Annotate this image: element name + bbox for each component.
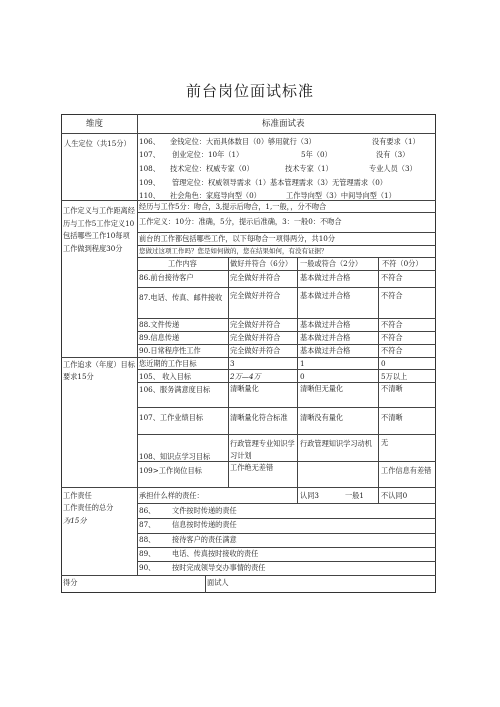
question-text: 社会角色：家庭导向型（0）: [170, 191, 261, 199]
option-mid: 技术专家（1）: [285, 164, 333, 173]
table-cell: 行政管理专业知识学习计划: [230, 439, 295, 460]
option-right: 没有要求（1）: [372, 137, 420, 146]
sec3-rule-4: [137, 434, 436, 435]
table-cell: 5万以上: [381, 372, 408, 381]
row-number: 108、: [139, 164, 160, 173]
column-header: 一般或符合（2分）: [300, 259, 363, 268]
column-header: 不符（0分）: [382, 259, 423, 268]
section4-rule: [61, 575, 436, 576]
table-cell: 基本做过并合格: [300, 320, 351, 329]
table-cell: 89.信息传递: [139, 333, 180, 342]
table-cell: 工作信息有差错: [381, 466, 432, 475]
table-cell: 107、工作业绩目标: [139, 413, 204, 422]
sec2-rule-9: [137, 344, 436, 345]
table-cell: 87.电话、传真、邮件接收: [139, 293, 223, 302]
table-cell: 清晰量化: [230, 384, 259, 393]
life-position-label: 人生定位（共15分）: [64, 139, 131, 148]
list-item: 按时完成领导交办事情的责任: [172, 563, 266, 572]
option-right: 专业人员（3）: [369, 164, 417, 173]
table-cell: 不清晰: [381, 384, 403, 393]
work-goals-label: 工作追求（年度）目标要求15分: [63, 360, 135, 381]
table-cell: 基本做过并合格: [300, 273, 351, 282]
work-definition-label: 工作定义与工作距离经历与工作5工作定义10包括哪些工作10每项工作做到程度30分: [63, 206, 135, 253]
header-rule: [61, 133, 436, 134]
sec2-rule-6: [137, 287, 436, 288]
option-label: 不认同0: [381, 491, 408, 500]
table-cell: 完全做好并符合: [230, 346, 281, 355]
footer-divider: [205, 575, 206, 593]
table-cell: 90.日常程序性工作: [139, 346, 201, 355]
sec2-rule-7: [137, 318, 436, 319]
question-text: 金钱定位：大而具体数目（0）够用就行（3）: [170, 137, 316, 146]
table-cell: 完全做好并符合: [230, 291, 281, 300]
table-cell: 清晰量化符合标准: [230, 413, 288, 422]
option-mid: 工作导向型（3）中间导向型（1）: [286, 191, 396, 199]
sec3-rule-2: [137, 382, 436, 383]
table-cell: 88.文件传递: [139, 320, 180, 329]
row-number: 110、: [139, 191, 160, 199]
standard-header: 标准面试表: [262, 119, 305, 129]
list-item: 文件按时传递的责任: [172, 506, 237, 515]
score-label: 得分: [63, 578, 78, 587]
question-text: 管理定位：权威领导需求（1）基本管理需求（3）无管理需求（0）: [172, 178, 387, 187]
table-cell: 86.前台接待客户: [139, 273, 194, 282]
dimension-header: 维度: [86, 119, 104, 129]
table-cell: 不符合: [381, 346, 403, 355]
row-number: 86、: [139, 506, 156, 515]
responsibility-question: 承担什么样的责任：: [139, 491, 204, 500]
table-cell: 清晰没有量化: [300, 413, 344, 422]
table-cell: 清晰但无量化: [300, 384, 344, 393]
row-number: 88、: [139, 535, 156, 544]
table-cell: 2万—4万: [230, 372, 261, 381]
row-number: 106、: [139, 137, 160, 146]
criteria-text: 您做过这项工作吗？您是如何做的，您在结果如何，有没有证据？: [139, 247, 328, 255]
dimension-divider: [137, 114, 138, 575]
sec2-rule-2: [137, 232, 436, 233]
col-divider-1: [228, 257, 229, 487]
col-divider-2: [297, 257, 298, 503]
table-cell: 行政管理知识学习动机: [300, 439, 372, 448]
criteria-text: 前台的工作都包括哪些工作，以下每吻合一项得两分，共10分: [139, 234, 336, 243]
section2-rule: [61, 357, 436, 358]
table-cell: 工作绝无差错: [230, 463, 274, 472]
row-number: 90、: [139, 563, 156, 572]
table-cell: 109>工作岗位目标: [139, 466, 202, 475]
table-cell: 基本做过并合格: [300, 346, 351, 355]
list-item: 电话、传真按时接收的责任: [172, 549, 259, 558]
list-item: 接待客户的责任满意: [172, 535, 237, 544]
row-number: 107、: [139, 150, 160, 159]
sec4-rule-3: [137, 533, 436, 534]
section3-rule: [61, 487, 436, 488]
table-cell: 基本做过并合格: [300, 291, 351, 300]
responsibility-label: 为15分: [63, 516, 87, 525]
sec2-rule-4: [137, 257, 436, 258]
table-cell: 108、知识点学习目标: [139, 452, 211, 461]
row-number: 87、: [139, 520, 156, 529]
table-cell: 106、服务满意度目标: [139, 385, 211, 394]
responsibility-label: 工作责任: [63, 491, 92, 500]
column-header: 做好并符合（6分）: [230, 259, 293, 268]
table-cell: 无: [381, 438, 389, 447]
criteria-text: 经历与工作5分：吻合，3,提示后吻合，1,一般，，分不吻合: [139, 202, 327, 211]
table-cell: 3: [230, 359, 235, 368]
option-mid: 5年（0）: [301, 150, 332, 159]
list-item: 信息按时传递的责任: [172, 520, 237, 529]
table-cell: 不符合: [381, 273, 403, 282]
criteria-text: 工作定义：10分：准确，5分，提示后准确，3：一般0：不吻合: [139, 217, 342, 226]
column-header: 工作内容: [168, 259, 197, 268]
table-cell: 完全做好并符合: [230, 333, 281, 342]
sec4-rule-5: [137, 561, 436, 562]
table-cell: 1: [300, 359, 305, 368]
option-right: 没有（3）: [376, 150, 410, 159]
col-divider-3: [378, 257, 379, 503]
table-cell: 不符合: [381, 291, 403, 300]
table-cell: 完全做好并符合: [230, 273, 281, 282]
interviewer-label: 面试人: [207, 578, 229, 587]
table-cell: 0: [381, 359, 386, 368]
table-cell: 不符合: [381, 320, 403, 329]
sec2-rule-5: [137, 270, 436, 271]
table-cell: 105、 收入目标: [139, 372, 191, 381]
sec3-rule-1: [137, 369, 436, 370]
row-number: 109、: [139, 178, 160, 187]
responsibility-label: 工作责任的总分: [63, 503, 114, 512]
table-cell: 不符合: [381, 333, 403, 342]
table-cell: 您近期的工作目标: [139, 359, 197, 368]
table-cell: 基本做过并合格: [300, 333, 351, 342]
sec3-rule-3: [137, 407, 436, 408]
sec2-rule-8: [137, 331, 436, 332]
page-title: 前台岗位面试标准: [185, 82, 314, 100]
option-label: 认同3: [300, 491, 319, 500]
sec4-rule-2: [137, 518, 436, 519]
sec4-rule-4: [137, 547, 436, 548]
sec4-rule-1: [137, 503, 436, 504]
section1-rule: [61, 200, 436, 201]
row-number: 89、: [139, 549, 156, 558]
table-cell: 0: [300, 372, 305, 381]
question-text: 技术定位：权威专家（0）: [170, 164, 254, 173]
option-label: 一般1: [345, 491, 364, 500]
table-cell: 不清晰: [381, 413, 403, 422]
sec2-rule-1: [137, 212, 436, 213]
question-text: 创业定位：10年（1）: [172, 150, 244, 159]
table-cell: 完全做好并符合: [230, 320, 281, 329]
